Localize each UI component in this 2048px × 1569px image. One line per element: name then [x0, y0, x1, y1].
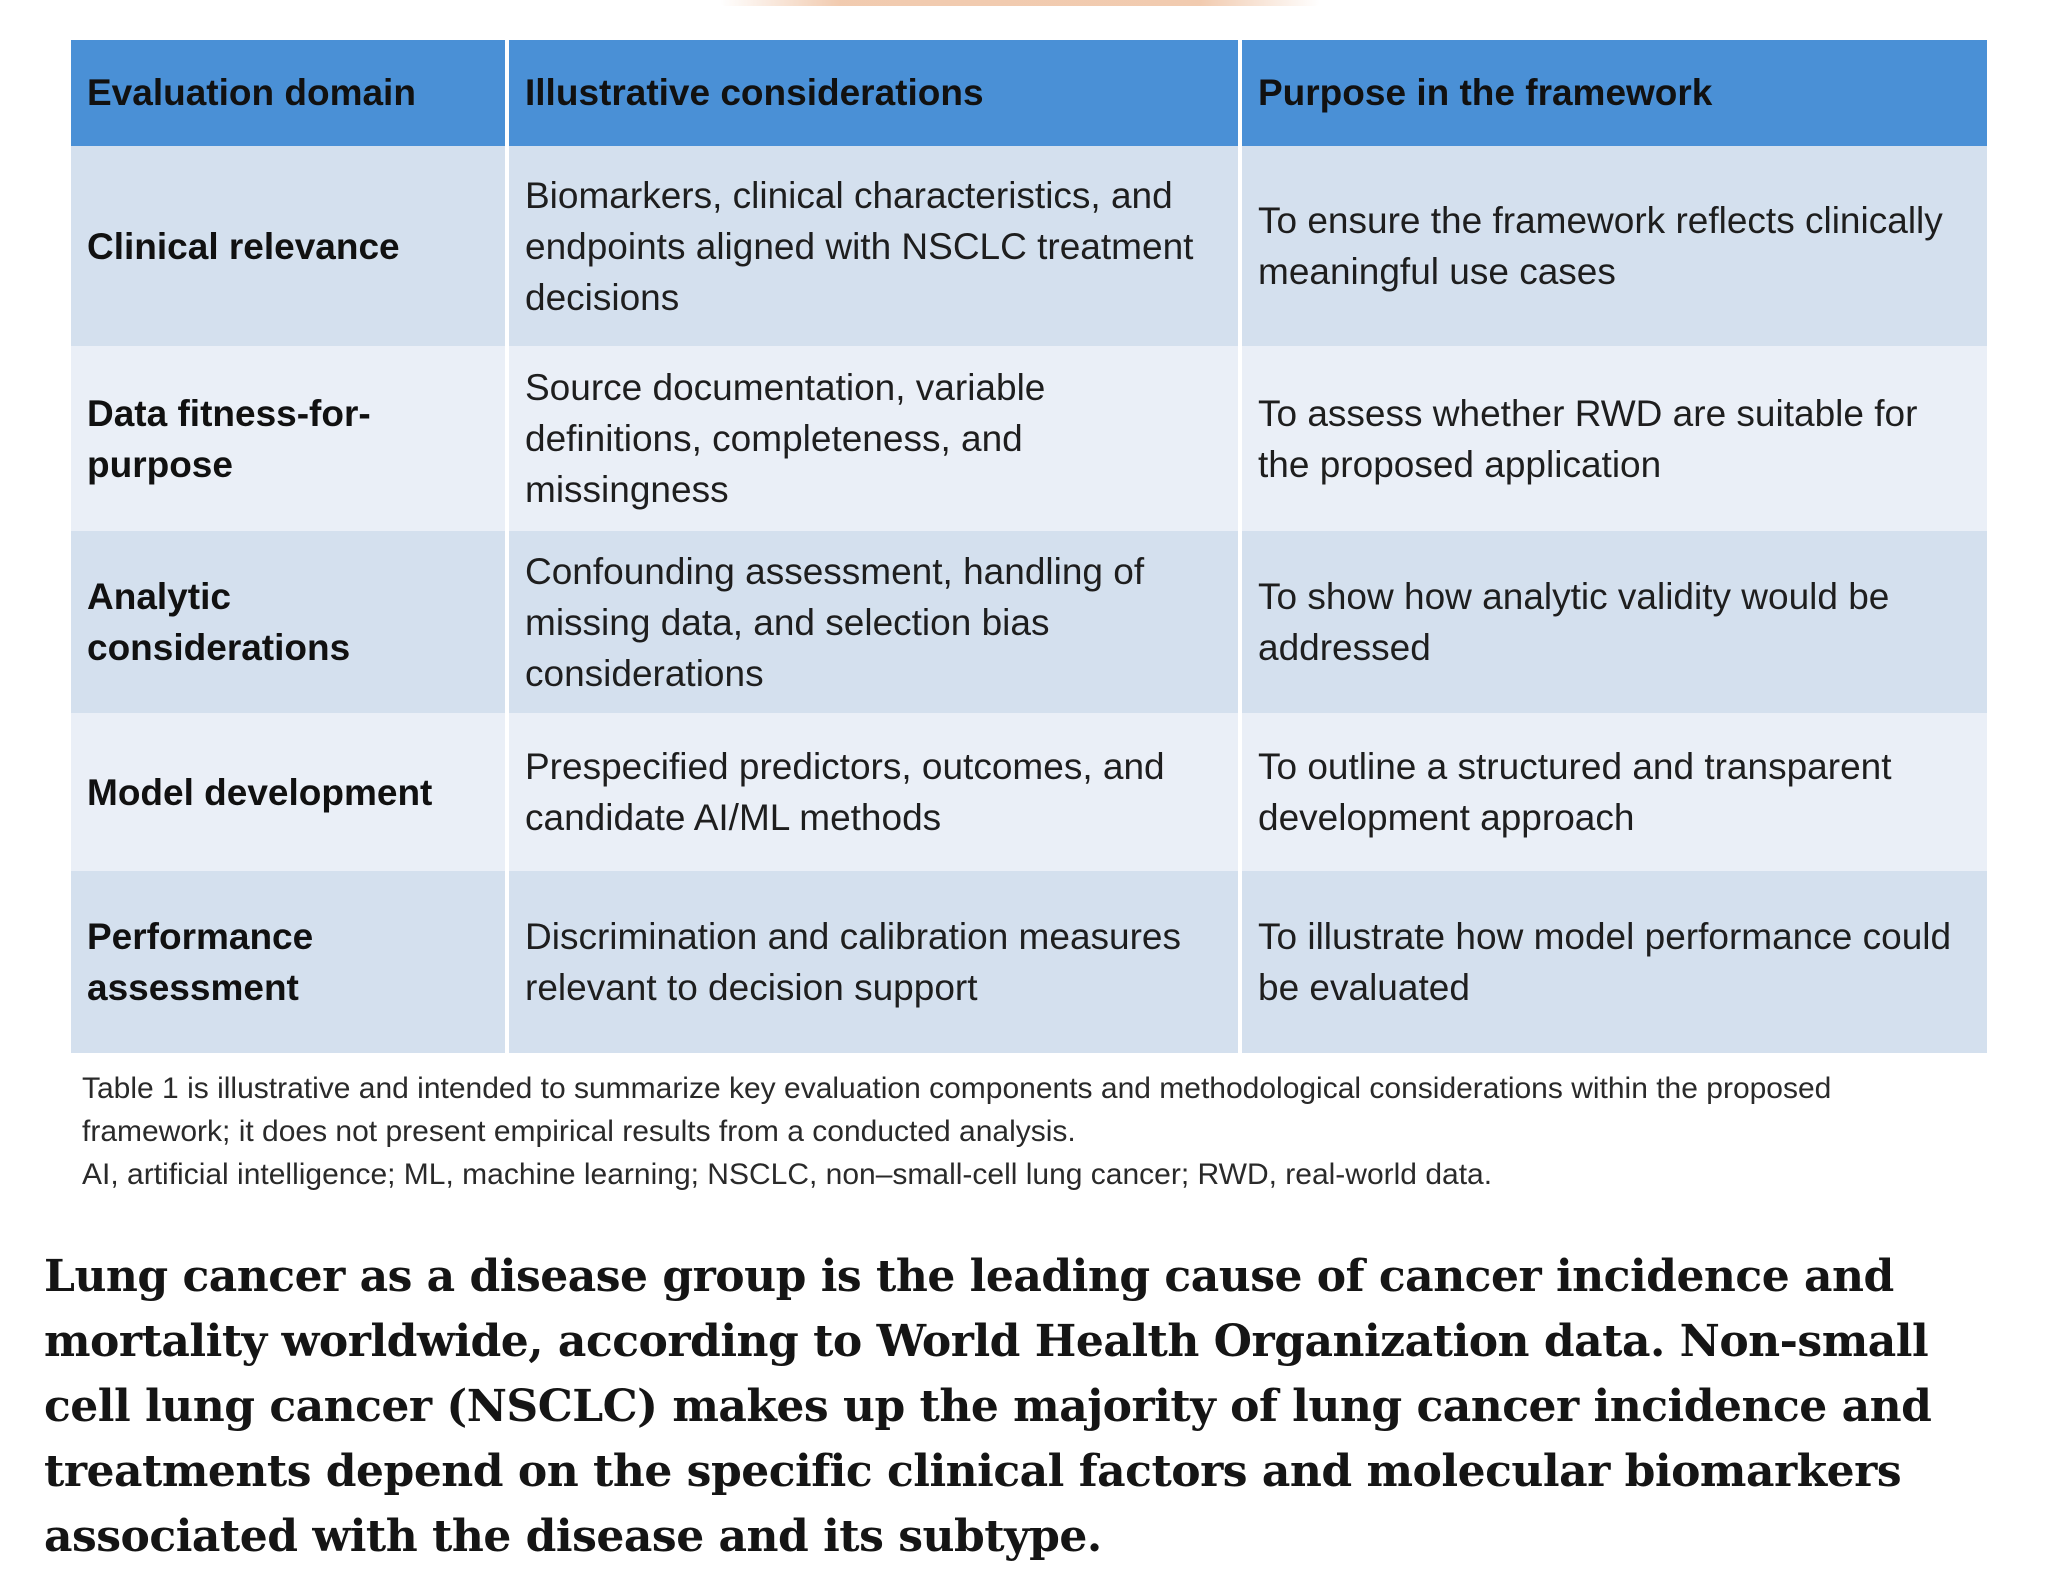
considerations-cell: Source documentation, variable definitions, completeness, and missingness [507, 346, 1240, 531]
domain-cell: Analytic considerations [71, 531, 507, 713]
purpose-cell: To outline a structured and transparent development approach [1240, 713, 1987, 871]
domain-cell: Clinical relevance [71, 146, 507, 346]
table-footnotes [82, 1067, 1982, 1196]
domain-cell: Data fitness-for-purpose [71, 346, 507, 531]
evaluation-table [71, 40, 1987, 1053]
considerations-cell: Biomarkers, clinical characteristics, and endpoints aligned with NSCLC treatment decisions [507, 146, 1240, 346]
evaluation-table-container [71, 40, 1987, 1053]
table-row [71, 531, 1987, 713]
column-header-evaluation-domain: Evaluation domain [71, 40, 507, 146]
table-row [71, 146, 1987, 346]
considerations-cell: Prespecified predictors, outcomes, and candidate AI/ML methods [507, 713, 1240, 871]
purpose-cell: To assess whether RWD are suitable for the proposed application [1240, 346, 1987, 531]
table-row [71, 346, 1987, 531]
considerations-cell: Discrimination and calibration measures relevant to decision support [507, 871, 1240, 1053]
purpose-cell: To show how analytic validity would be addressed [1240, 531, 1987, 713]
purpose-cell: To illustrate how model performance could be evaluated [1240, 871, 1987, 1053]
considerations-cell: Confounding assessment, handling of missing data, and selection bias considerations [507, 531, 1240, 713]
domain-cell: Model development [71, 713, 507, 871]
purpose-cell: To ensure the framework reflects clinically meaningful use cases [1240, 146, 1987, 346]
domain-cell: Performance assessment [71, 871, 507, 1053]
body-paragraph: Lung cancer as a disease group is the leading cause of cancer incidence and mortality worldwide, according to World Health Organization data. Non-small cell lung cancer (NSCLC) makes up the majority of lung cancer incidence and treatments depend on the specific clinical factors and molecular biomarkers associated with the disease and its subtype. [44, 1251, 1932, 1562]
column-header-purpose: Purpose in the framework [1240, 40, 1987, 146]
cropped-title-fragment [720, 0, 1320, 6]
table-footnote-illustrative: Table 1 is illustrative and intended to summarize key evaluation components and methodological considerations within the proposed framework; it does not present empirical results from a conducted analysis. [82, 1072, 1832, 1148]
table-row [71, 871, 1987, 1053]
table-header-row [71, 40, 1987, 146]
table-footnote-abbreviations: AI, artificial intelligence; ML, machine learning; NSCLC, non–small-cell lung cancer; RWD, real-world data. [82, 1158, 1493, 1191]
table-row [71, 713, 1987, 871]
column-header-illustrative-considerations: Illustrative considerations [507, 40, 1240, 146]
